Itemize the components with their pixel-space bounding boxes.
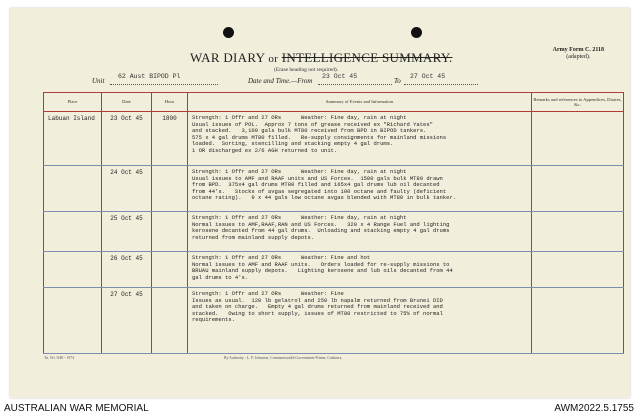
row-summary: Strength: 1 Offr and 27 ORs Weather: Fine Issues as usual. 120 lb gelatrol and 250 lb napalm returned from Brunei DID and taken on charge. Empty 4 gal drums returned from mainland received and stacked. Owing to short supply, issues of MT80 restricted to 75% of normal requirements. — [188, 288, 532, 354]
row-hour — [152, 212, 188, 252]
form-number — [553, 47, 604, 61]
footer-authority: By Authority : L. F. Johnston, Commonwealth Government Printer, Canberra. — [224, 356, 343, 360]
row-hour — [152, 288, 188, 354]
table-row — [44, 112, 624, 166]
punch-hole — [411, 27, 422, 38]
form-note: (adapted). — [566, 54, 591, 60]
unit-label: Unit — [92, 77, 105, 85]
accession-number: AWM2022.5.1755 — [554, 403, 634, 414]
table-row — [44, 252, 624, 288]
date-from-underline — [318, 84, 392, 85]
header-date: Date — [102, 93, 152, 112]
date-from: 23 Oct 45 — [322, 73, 358, 80]
footer-print-code: Tn. Wt. 9/40 - 1974 — [44, 356, 75, 360]
row-summary: Strength: 1 Offr and 27 ORs Weather: Fine day, rain at night Normal issues to AMF,RAAF,RAN and US Forces. 320 x 4 Range Fuel and lighting kerosene decanted from 44 gal drums. Unloading and stacking empty 4 gal drums returned from mainland supply depots. — [188, 212, 532, 252]
title-main: WAR DIARY — [190, 50, 265, 65]
header-remarks: Remarks and references to Appendices, Diaries, &c. — [532, 93, 624, 112]
row-hour: 1800 — [152, 112, 188, 166]
row-hour — [152, 166, 188, 212]
to-label: To — [394, 77, 401, 85]
punch-hole — [223, 27, 234, 38]
title-struck: INTELLIGENCE SUMMARY. — [281, 50, 453, 65]
row-summary: Strength: 1 Offr and 27 ORs Weather: Fine day, rain at night Usual issues of POL. Approx 7 tons of grease received ex "Richard Yates" and stacked. 3,100 gals bulk MT80 received from BPD in BIPOD tankers. 575 x 4 gal drums MT80 filled. Re-supply consignments for mainland missions loaded. Sorting, stencilling and stacking empty 4 gal drums. 1 OR discharged ex 2/6 AGH returned to unit. — [188, 112, 532, 166]
row-remarks — [532, 212, 624, 252]
row-date: 23 Oct 45 — [102, 112, 152, 166]
row-summary: Strength: 1 Offr and 27 ORs Weather: Fine and hot Normal issues to AMF and RAAF units. Orders loaded for re-supply missions to BRUAU mainland supply depots. Lighting kerosene and lub oils decanted from 44 gal drums to 4's. — [188, 252, 532, 288]
table-row — [44, 166, 624, 212]
table-row — [44, 212, 624, 252]
row-place — [44, 288, 102, 354]
institution-credit: AUSTRALIAN WAR MEMORIAL — [4, 403, 149, 414]
row-place — [44, 212, 102, 252]
row-date: 26 Oct 45 — [102, 252, 152, 288]
header-place: Place — [44, 93, 102, 112]
date-to: 27 Oct 45 — [410, 73, 446, 80]
row-remarks — [532, 112, 624, 166]
row-summary: Strength: 1 Offr and 27 ORs Weather: Fine day, rain at night Usual issues to AMF and RAAF units and US Forces. 1500 gals bulk MT80 drawn from BPD. 375x4 gal drums MT80 filled and 165x4 gal drums lub oil decanted from 44's. Stocks of avgas segregated into 100 octane and faulty (deficient octane rating). 9 x 44 gals low octane avgas blended with MT80 in bulk tanker. — [188, 166, 532, 212]
header-hour: Hour — [152, 93, 188, 112]
diary-table — [43, 92, 624, 354]
row-date: 27 Oct 45 — [102, 288, 152, 354]
unit-underline — [110, 84, 218, 85]
row-place: Labuan Island — [44, 112, 102, 166]
date-label: Date and Time.—From — [248, 77, 313, 85]
unit-value: 62 Aust BIPOD Pl — [118, 73, 181, 80]
row-date: 24 Oct 45 — [102, 166, 152, 212]
row-remarks — [532, 288, 624, 354]
table-row — [44, 288, 624, 354]
page-title — [190, 50, 452, 66]
row-date: 25 Oct 45 — [102, 212, 152, 252]
subtitle: (Erase heading not required). — [274, 67, 339, 73]
table-header — [44, 93, 624, 112]
date-to-underline — [404, 84, 478, 85]
row-place — [44, 166, 102, 212]
row-hour — [152, 252, 188, 288]
row-remarks — [532, 252, 624, 288]
row-remarks — [532, 166, 624, 212]
form-number-text: Army Form C. 2118 — [552, 47, 604, 53]
header-summary: Summary of Events and Information — [188, 93, 532, 112]
row-place — [44, 252, 102, 288]
title-or: or — [268, 53, 279, 65]
